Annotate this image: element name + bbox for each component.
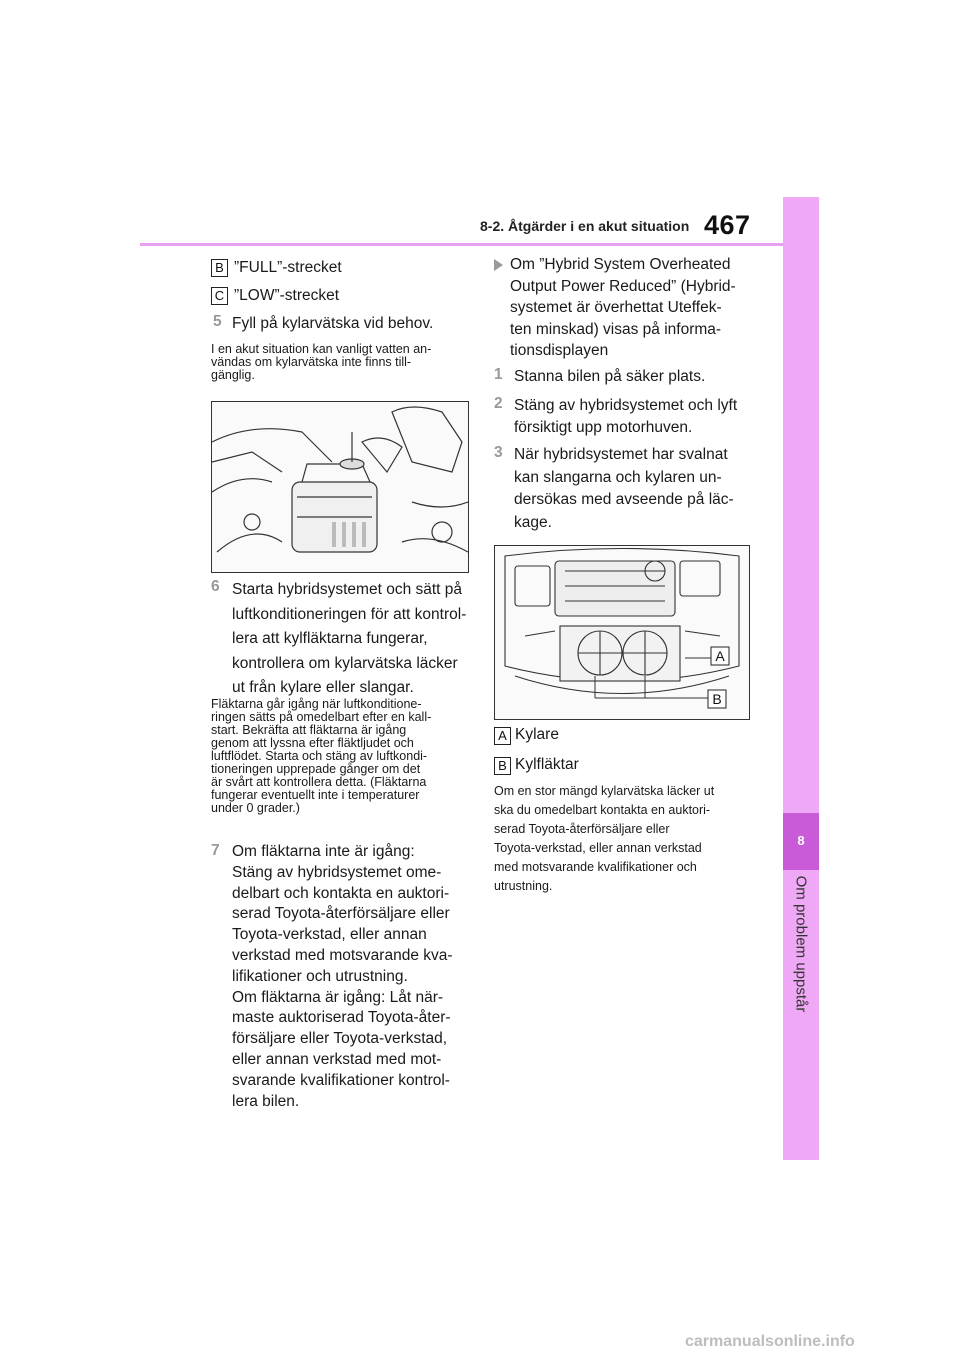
step-3-line: dersökas med avseende på läc- [514,491,734,508]
note-fans-line: start. Bekräfta att fläktarna är igång [211,723,407,737]
section-title: 8-2. Åtgärder i en akut situation [480,218,690,234]
note-fans-line: Fläktarna går igång när luftkonditione- [211,697,422,711]
note-leak-line: Om en stor mängd kylarvätska läcker ut [494,784,715,798]
note-water-line: gänglig. [211,368,255,382]
note-leak-line: ska du omedelbart kontakta en auktori- [494,803,711,817]
callout-b-label: B [712,691,722,707]
step-7-text [232,842,453,1112]
badge-a: A [494,727,511,745]
step-6-line: kontrollera om kylarvätska läcker [232,654,458,672]
note-water-line: I en akut situation kan vanligt vatten an- [211,342,432,356]
step-7-line: Om fläktarna är igång: Låt när- [232,988,444,1006]
overheat-heading-line: ten minskad) visas på informa- [510,320,722,338]
note-leak [494,782,714,896]
note-water [211,343,431,382]
full-line-label: ”FULL”-strecket [234,259,342,276]
badge-c: C [211,287,228,305]
note-fans-line: under 0 grader.) [211,801,300,815]
page-number: 467 [704,210,751,240]
step-3-line: När hybridsystemet har svalnat [514,446,728,463]
step-7-line: eller annan verkstad med mot- [232,1050,442,1068]
step-5-number: 5 [213,313,222,330]
step-3-line: kage. [514,513,552,531]
step-6-line: Starta hybridsystemet och sätt på [232,581,463,598]
step-3-line: kan slangarna och kylaren un- [514,468,722,486]
step-2-text [514,395,737,439]
step-6-line: luftkonditioneringen för att kontrol- [232,605,467,623]
low-line-label: ”LOW”-strecket [234,287,340,304]
chapter-number: 8 [797,833,805,848]
step-1-number: 1 [494,366,503,383]
note-leak-line: utrustning. [494,879,553,893]
note-fans-line: tioneringen upprepade gånger om det [211,762,421,776]
overheat-heading-line: tionsdisplayen [510,342,609,360]
step-6-line: ut från kylare eller slangar. [232,679,414,696]
note-fans-line: genom att lyssna efter fläktljudet och [211,736,414,750]
step-7-line: maste auktoriserad Toyota-åter- [232,1009,451,1027]
note-fans-line: är svårt att kontrollera detta. (Fläktarna [211,775,427,789]
step-7-number: 7 [211,842,220,859]
note-leak-line: serad Toyota-återförsäljare eller [494,822,670,836]
note-leak-line: Toyota-verkstad, eller annan verkstad [494,841,702,855]
step-7-line: Toyota-verkstad, eller annan [232,926,427,944]
step-2-line: Stäng av hybridsystemet och lyft [514,397,738,414]
step-2-number: 2 [494,395,503,412]
note-leak-line: med motsvarande kvalifikationer och [494,860,697,874]
note-fans [211,698,431,815]
note-water-line: vändas om kylarvätska inte finns till- [211,355,412,369]
coolant-reservoir-drawing [212,402,468,572]
note-fans-line: luftflödet. Starta och stäng av luftkondi- [211,749,428,763]
radiator-label: Kylare [515,726,559,743]
step-7-line: serad Toyota-återförsäljare eller [232,905,450,923]
step-6-line: lera att kylfläktarna fungerar, [232,630,428,647]
step-7-line: svarande kvalifikationer kontrol- [232,1071,450,1089]
step-2-line: försiktigt upp motorhuven. [514,419,693,436]
coolant-reservoir-illustration [211,401,469,573]
watermark: carmanualsonline.info [685,1333,855,1350]
step-3-number: 3 [494,444,503,461]
header-rule [140,243,783,246]
note-fans-line: ringen sätts på omedelbart efter en kall- [211,710,432,724]
engine-bay-illustration [494,545,750,720]
step-7-line: Om fläktarna inte är igång: [232,843,415,860]
chapter-label: Om problem uppstår [792,875,810,1013]
step-7-line: lera bilen. [232,1092,300,1110]
overheat-heading-line: Output Power Reduced” (Hybrid- [510,277,736,295]
step-7-line: verkstad med motsvarande kva- [232,946,453,964]
heading-arrow-icon [494,259,503,271]
callout-a-label: A [715,648,725,664]
step-7-line: delbart och kontakta en auktori- [232,884,450,902]
step-6-number: 6 [211,578,220,595]
step-5-text: Fyll på kylarvätska vid behov. [232,315,434,332]
step-1-text: Stanna bilen på säker plats. [514,368,706,385]
step-7-line: försäljare eller Toyota-verkstad, [232,1030,448,1048]
overheat-heading-line: systemet är överhettat Uteffek- [510,299,722,317]
chapter-side-tab [783,197,819,1160]
step-3-text [514,444,734,534]
step-6-text [232,578,466,701]
note-fans-line: fungerar eventuellt inte i temperaturer [211,788,420,802]
overheat-heading-line: Om ”Hybrid System Overheated [510,256,731,273]
engine-bay-drawing [495,546,749,719]
step-7-line: lifikationer och utrustning. [232,967,408,985]
badge-b-fans: B [494,757,511,775]
step-7-line: Stäng av hybridsystemet ome- [232,863,442,881]
overheat-heading [510,254,736,362]
cooling-fans-label: Kylfläktar [515,756,579,773]
badge-b: B [211,259,228,277]
